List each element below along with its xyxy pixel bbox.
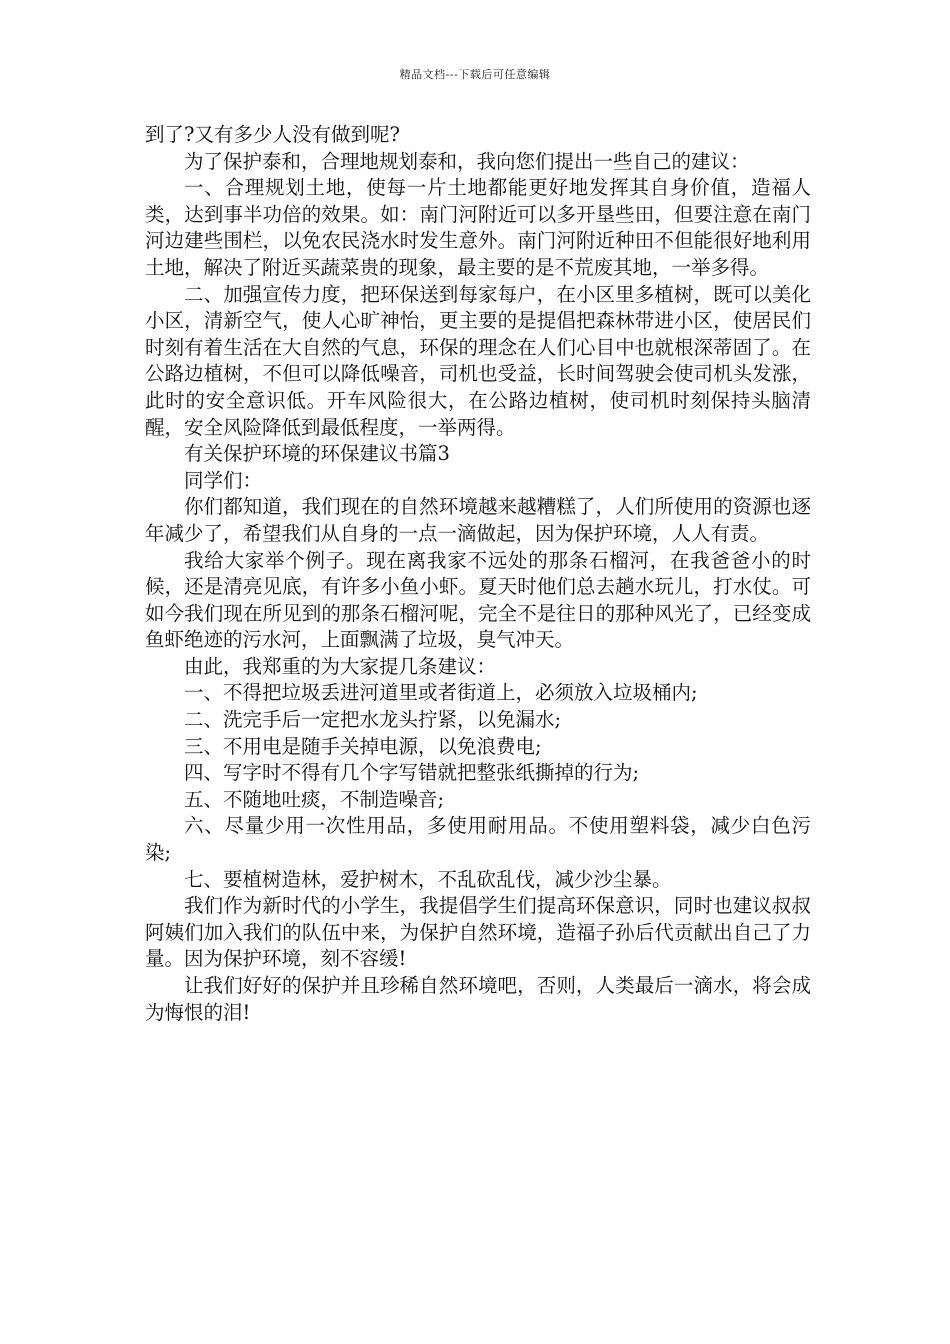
paragraph: 我们作为新时代的小学生，我提倡学生们提高环保意识，同时也建议叔叔阿姨们加入我们的队伍中来，为保护自然环境，造福子孙后代贡献出自己了力量。因为保护环境，刻不容缓! <box>145 894 811 971</box>
paragraph: 一、合理规划土地，使每一片土地都能更好地发挥其自身价值，造福人类，达到事半功倍的效果。如：南门河附近可以多开垦些田，但要注意在南门河边建些围栏，以免农民浇水时发生意外。南门河附近种田不但能很好地利用土地，解决了附近买蔬菜贵的现象，最主要的是不荒废其地，一举多得。 <box>145 176 811 279</box>
paragraph: 到了?又有多少人没有做到呢? <box>145 123 400 146</box>
document-body <box>145 122 811 1026</box>
paragraph: 为了保护泰和，合理地规划泰和，我向您们提出一些自己的建议： <box>184 149 750 173</box>
paragraph: 我给大家举个例子。现在离我家不远处的那条石榴河，在我爸爸小的时候，还是清亮见底，有许多小鱼小虾。夏天时他们总去趟水玩儿，打水仗。可如今我们现在所见到的那条石榴河呢，完全不是往日的那种风光了，已经变成鱼虾绝迹的污水河，上面飘满了垃圾，臭气冲天。 <box>145 548 811 652</box>
section-title: 有关保护环境的环保建议书篇3 <box>184 442 450 466</box>
paragraph: 二、加强宣传力度，把环保送到每家每户，在小区里多植树，既可以美化小区，清新空气，使人心旷神怡，更主要的是提倡把森林带进小区，使居民们时刻有着生活在大自然的气息，环保的理念在人们心目中也就根深蒂固了。在公路边植树，不但可以降低噪音，司机也受益，长时间驾驶会使司机头发涨，此时的安全意识低。开车风险很大，在公路边植树，使司机时刻保持头脑清醒，安全风险降低到最低程度，一举两得。 <box>145 282 811 439</box>
list-item: 五、不随地吐痰，不制造噪音; <box>184 787 445 811</box>
list-item: 六、尽量少用一次性用品，多使用耐用品。不使用塑料袋，减少白色污染; <box>145 814 811 865</box>
list-item: 二、洗完手后一定把水龙头拧紧，以免漏水; <box>184 708 562 732</box>
list-item: 四、写字时不得有几个字写错就把整张纸撕掉的行为; <box>184 761 640 785</box>
page-header: 精品文档---下载后可任意编辑 <box>399 68 551 81</box>
salutation: 同学们： <box>184 468 263 492</box>
paragraph: 让我们好好的保护并且珍稀自然环境吧，否则，人类最后一滴水，将会成为悔恨的泪! <box>145 974 811 1024</box>
paragraph: 由此，我郑重的为大家提几条建议： <box>184 654 497 678</box>
list-item: 一、不得把垃圾丢进河道里或者街道上，必须放入垃圾桶内; <box>184 681 698 705</box>
list-item: 三、不用电是随手关掉电源，以免浪费电; <box>184 734 542 758</box>
list-item: 七、要植树造林，爱护树木，不乱砍乱伐，减少沙尘暴。 <box>184 867 672 891</box>
paragraph: 你们都知道，我们现在的自然环境越来越糟糕了，人们所使用的资源也逐年减少了，希望我们从自身的一点一滴做起，因为保护环境，人人有责。 <box>145 495 811 545</box>
